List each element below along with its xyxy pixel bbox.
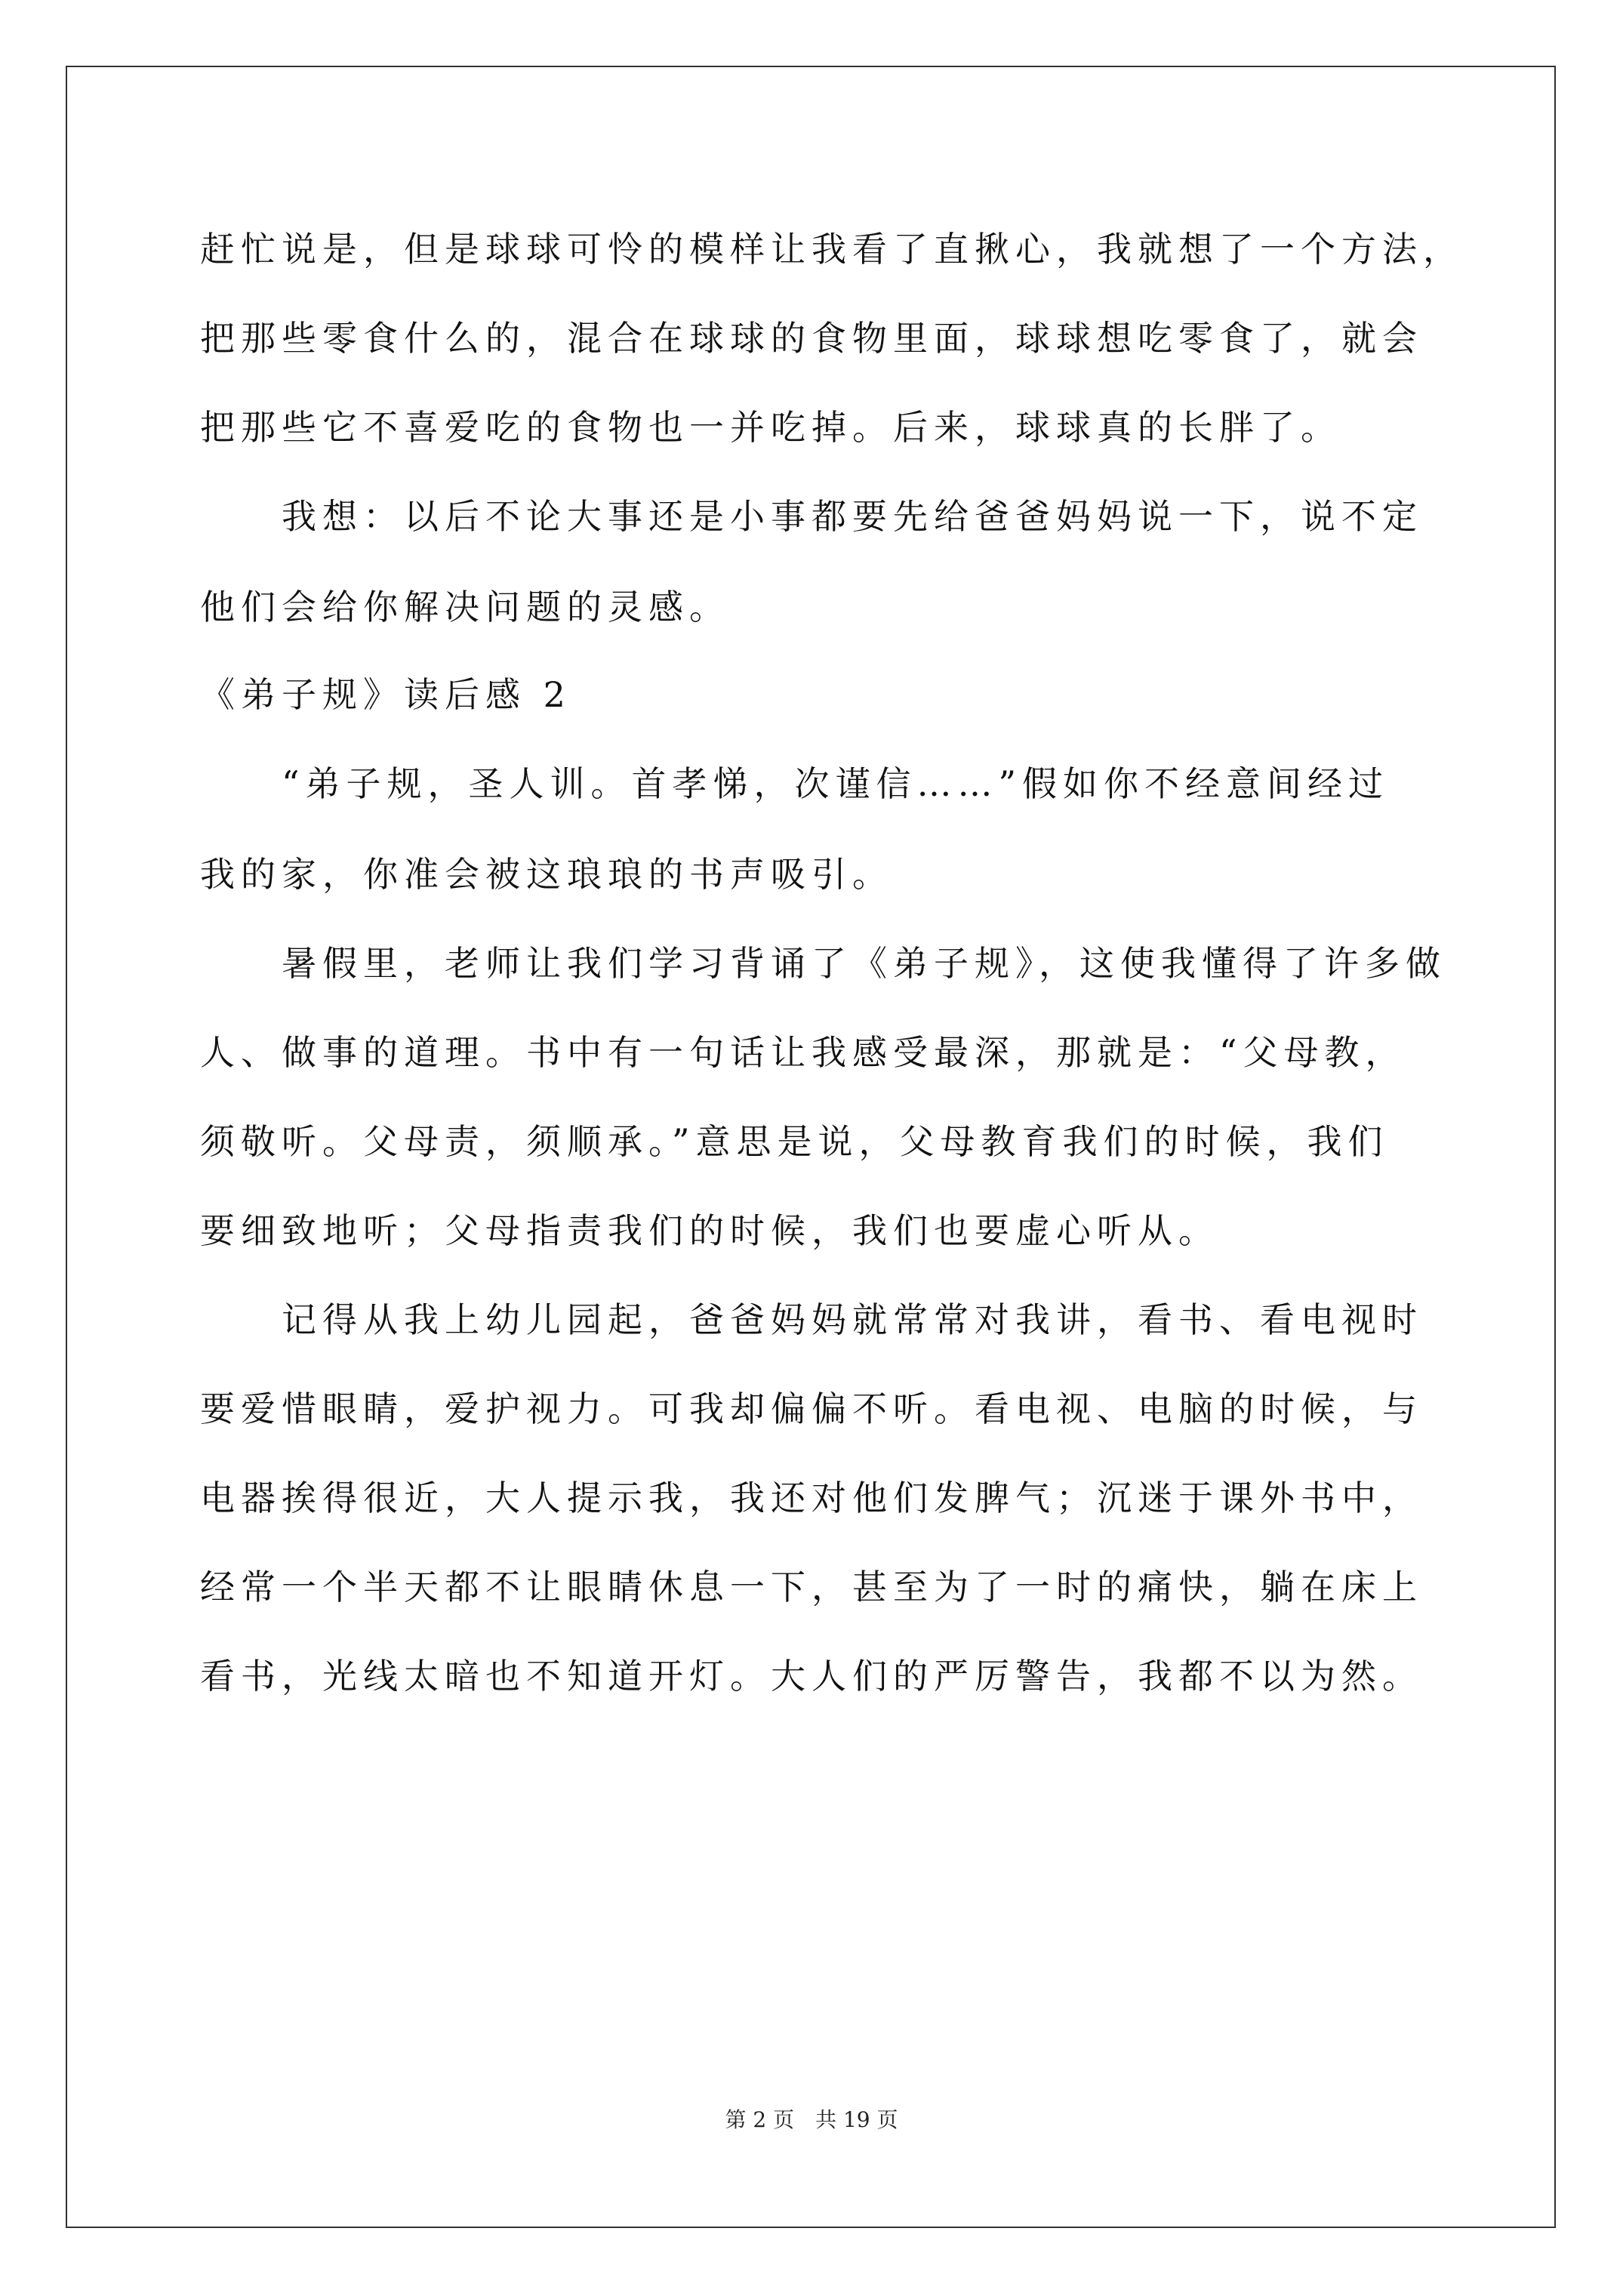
text-line: 我想：以后不论大事还是小事都要先给爸爸妈妈说一下，说不定 — [200, 496, 1423, 537]
text-line: 把那些零食什么的，混合在球球的食物里面，球球想吃零食了，就会 — [200, 318, 1423, 359]
text-line: 要爱惜眼睛，爱护视力。可我却偏偏不听。看电视、电脑的时候，与 — [200, 1388, 1423, 1429]
text-line: 经常一个半天都不让眼睛休息一下，甚至为了一时的痛快，躺在床上 — [200, 1567, 1423, 1607]
text-line: 人、做事的道理。书中有一句话让我感受最深，那就是：“父母教， — [200, 1032, 1406, 1073]
section-heading: 《弟子规》读后感 2 — [200, 674, 571, 715]
text-line: 把那些它不喜爱吃的食物也一并吃掉。后来，球球真的长胖了。 — [200, 407, 1341, 448]
text-line: 电器挨得很近，大人提示我，我还对他们发脾气；沉迷于课外书中， — [200, 1478, 1423, 1518]
text-line: 记得从我上幼儿园起，爸爸妈妈就常常对我讲，看书、看电视时 — [200, 1299, 1423, 1340]
text-line: 要细致地听；父母指责我们的时候，我们也要虚心听从。 — [200, 1210, 1219, 1251]
text-line: 暑假里，老师让我们学习背诵了《弟子规》，这使我懂得了许多做 — [200, 943, 1446, 984]
text-line: “弟子规，圣人训。首孝悌，次谨信……”假如你不经意间经过 — [200, 763, 1390, 804]
text-line: 须敬听。父母责，须顺承。”意思是说，父母教育我们的时候，我们 — [200, 1121, 1389, 1162]
page-footer: 第 2 页 共 19 页 — [725, 2107, 898, 2132]
text-line: 看书，光线太暗也不知道开灯。大人们的严厉警告，我都不以为然。 — [200, 1656, 1423, 1697]
text-line: 赶忙说是，但是球球可怜的模样让我看了直揪心，我就想了一个方法， — [200, 229, 1464, 270]
text-line: 我的家，你准会被这琅琅的书声吸引。 — [200, 854, 893, 895]
text-line: 他们会给你解决问题的灵感。 — [200, 587, 730, 627]
